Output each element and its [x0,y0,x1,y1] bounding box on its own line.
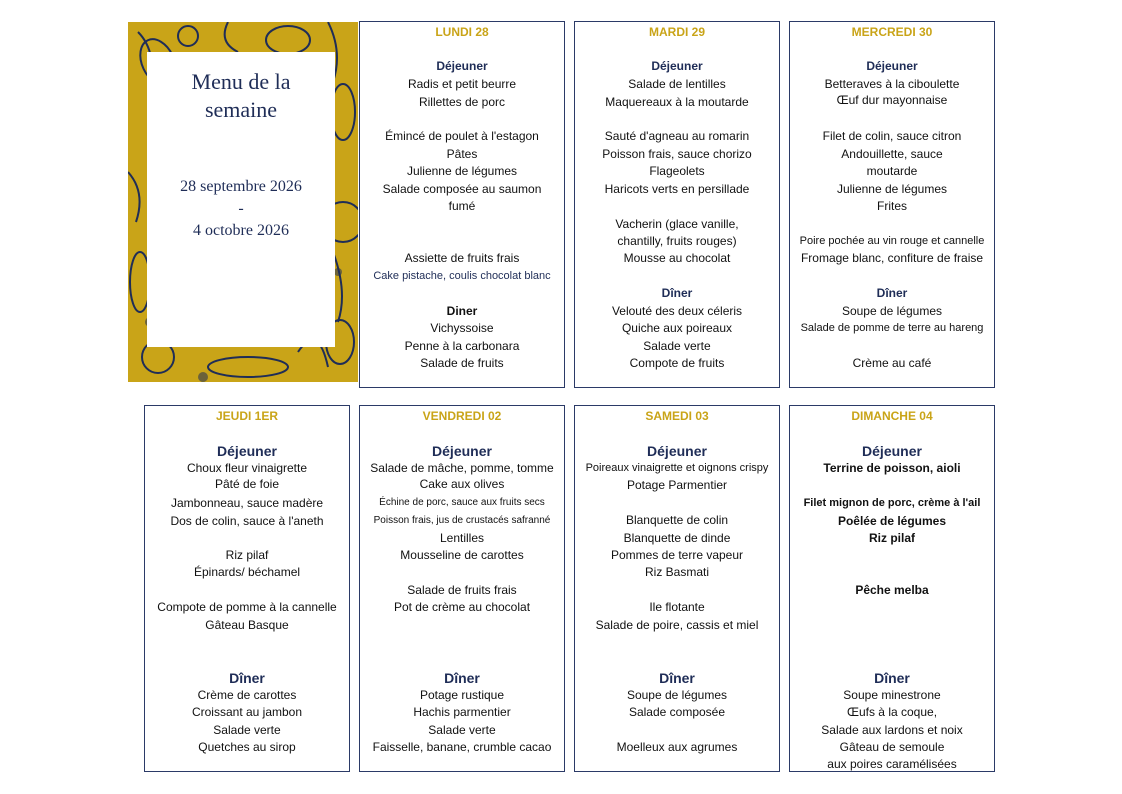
day-card-dimanche [789,405,995,772]
menu-item: Salade de mâche, pomme, tomme [370,461,554,475]
menu-item: Velouté des deux céleris [611,304,743,318]
menu-item: Jambonneau, sauce madère [170,496,324,510]
menu-item: Quetches au sirop [198,740,296,754]
menu-item: Quiche aux poireaux [621,321,733,335]
menu-item: Mousse au chocolat [623,251,731,265]
menu-item: Salade verte [428,723,496,737]
menu-item: Lentilles [439,531,485,545]
menu-item: Poêlée de légumes [837,514,947,528]
menu-item: Pâté de foie [214,477,280,491]
menu-item: Crème de carottes [197,688,297,702]
menu-item: Salade de fruits [420,356,504,370]
menu-item: Rillettes de porc [418,95,506,109]
cover-card [147,52,335,347]
dinner-label: Dîner [661,286,693,300]
menu-item: Œufs à la coque, [846,705,938,719]
lunch-label: Déjeuner [647,443,707,459]
menu-item: Pommes de terre vapeur [610,548,744,562]
menu-item: Julienne de légumes [406,164,518,178]
menu-item: Choux fleur vinaigrette [186,461,308,475]
menu-item: Blanquette de colin [625,513,729,527]
day-card-vendredi [359,405,565,772]
menu-item: Soupe de légumes [626,688,728,702]
menu-item: Compote de pomme à la cannelle [157,600,337,614]
menu-item: Cake pistache, coulis chocolat blanc [373,270,551,282]
menu-item: Assiette de fruits frais [404,251,520,265]
menu-item: Vacherin (glace vanille, [615,217,739,231]
menu-item: Croissant au jambon [191,705,303,719]
menu-item: Salade de fruits frais [407,583,517,597]
menu-item: Andouillette, sauce [841,147,943,161]
dinner-label: Dîner [444,670,480,686]
menu-item: Dos de colin, sauce à l'aneth [170,514,324,528]
menu-item: Poisson frais, sauce chorizo [602,147,752,161]
lunch-label: Déjeuner [432,443,492,459]
menu-item: Faisselle, banane, crumble cacao [372,740,552,754]
day-header: MARDI 29 [648,25,705,39]
day-header: SAMEDI 03 [645,409,709,423]
menu-item: Pot de crème au chocolat [393,600,531,614]
menu-item: Émincé de poulet à l'estagon [385,129,539,143]
menu-item: Pâtes [446,147,478,161]
lunch-label: Déjeuner [651,59,703,73]
menu-item: Pêche melba [855,583,929,597]
menu-item: chantilly, fruits rouges) [617,234,737,248]
menu-item: Gâteau de semoule [839,740,945,754]
menu-item: aux poires caramélisées [827,757,957,771]
day-card-jeudi [144,405,350,772]
menu-item: Salade de poire, cassis et miel [595,618,759,632]
dinner-label: Dîner [876,286,908,300]
dinner-label: Dîner [659,670,695,686]
menu-item: Gâteau Basque [205,618,289,632]
day-card-mardi [574,21,780,388]
menu-item: Haricots verts en persillade [604,182,750,196]
menu-item: Fromage blanc, confiture de fraise [800,251,984,265]
menu-item: Sauté d'agneau au romarin [604,129,750,143]
menu-item: Salade de lentilles [628,77,726,91]
day-header: LUNDI 28 [435,25,489,39]
day-card-lundi [359,21,565,388]
dinner-label: Dîner [874,670,910,686]
menu-item: Radis et petit beurre [407,77,517,91]
day-card-samedi [574,405,780,772]
date-end: 4 octobre 2026 [193,222,289,239]
menu-item: Riz Basmati [644,565,709,579]
lunch-label: Déjeuner [862,443,922,459]
day-header: DIMANCHE 04 [851,409,933,423]
menu-item: Salade verte [213,723,281,737]
menu-item: Filet de colin, sauce citron [822,129,962,143]
menu-item: Échine de porc, sauce aux fruits secs [379,497,545,508]
menu-item: Compote de fruits [629,356,725,370]
dinner-label: Diner [446,304,478,318]
menu-item: moutarde [866,164,918,178]
menu-item: Soupe minestrone [843,688,941,702]
lunch-label: Déjeuner [436,59,488,73]
menu-item: Poire pochée au vin rouge et cannelle [799,235,985,247]
menu-item: Salade de pomme de terre au hareng [800,322,984,334]
menu-item: Mousseline de carottes [400,548,524,562]
menu-item: Œuf dur mayonnaise [836,93,948,107]
dinner-label: Dîner [229,670,265,686]
lunch-label: Déjeuner [866,59,918,73]
lunch-label: Déjeuner [217,443,277,459]
menu-item: Riz pilaf [225,548,269,562]
day-card-mercredi [789,21,995,388]
menu-item: Épinards/ béchamel [193,565,301,579]
menu-item: Julienne de légumes [836,182,948,196]
menu-item: Filet mignon de porc, crème à l'ail [803,497,981,509]
menu-item: Soupe de légumes [841,304,943,318]
menu-item: Salade aux lardons et noix [821,723,963,737]
day-header: MERCREDI 30 [851,25,933,39]
menu-item: Moelleux aux agrumes [616,740,738,754]
date-range [147,176,335,242]
day-header: VENDREDI 02 [422,409,502,423]
menu-item: Betteraves à la ciboulette [824,77,960,91]
menu-item: Ile flotante [649,600,705,614]
page-title: Menu de la semaine [191,69,291,122]
date-start: 28 septembre 2026 [180,178,302,195]
menu-item: Potage Parmentier [626,478,728,492]
menu-item: Penne à la carbonara [404,339,520,353]
menu-item: Vichyssoise [430,321,494,335]
menu-item: Riz pilaf [868,531,915,545]
menu-item: Cake aux olives [419,477,505,491]
menu-item: Flageolets [649,164,705,178]
menu-item: Salade composée au saumon [382,182,542,196]
menu-item: Poisson frais, jus de crustacés safranné [373,515,551,526]
menu-item: Crème au café [852,356,932,370]
menu-item: Hachis parmentier [413,705,511,719]
menu-item: Maquereaux à la moutarde [605,95,749,109]
menu-item: Terrine de poisson, aioli [823,461,961,475]
menu-item: Blanquette de dinde [623,531,731,545]
menu-item: Salade verte [643,339,711,353]
menu-item: fumé [448,199,476,213]
menu-item: Potage rustique [419,688,505,702]
day-header: JEUDI 1ER [215,409,279,423]
menu-item: Frites [877,199,907,213]
date-separator: - [238,200,244,217]
menu-item: Salade composée [628,705,726,719]
menu-item: Poireaux vinaigrette et oignons crispy [585,462,769,474]
